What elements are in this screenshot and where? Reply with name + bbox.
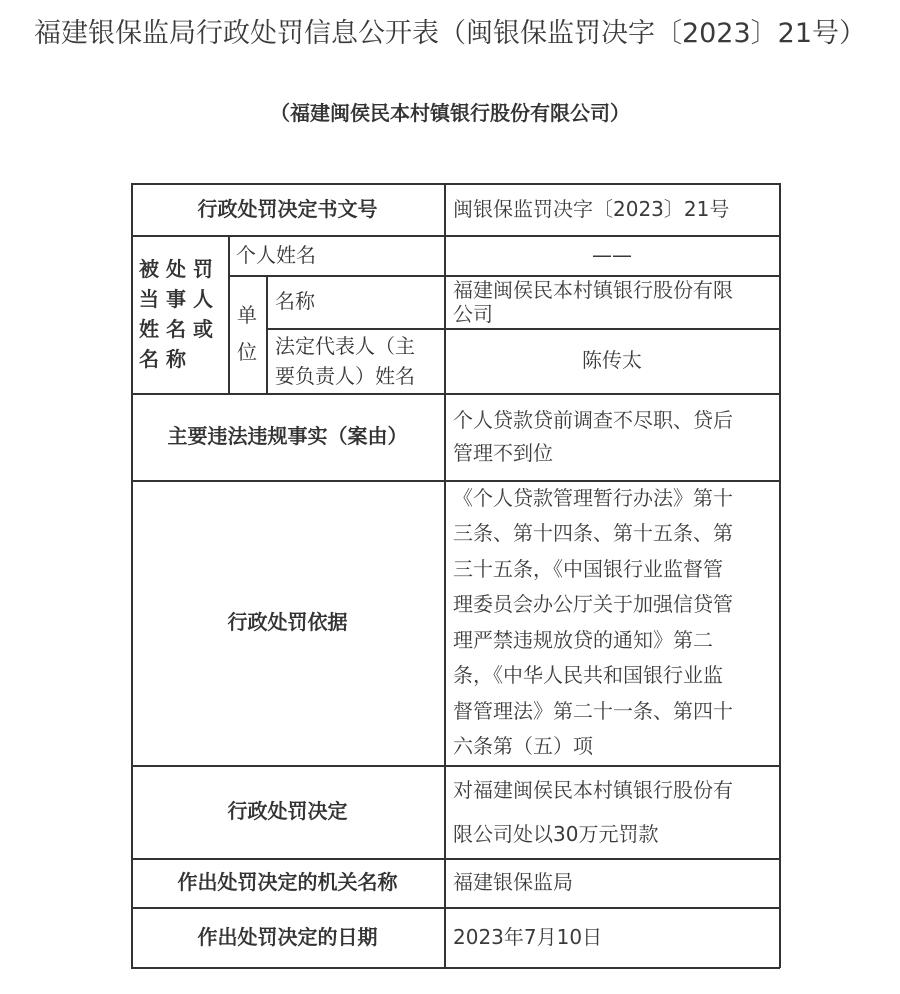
unit-name-value-text: [453, 278, 733, 326]
party-label-line: 姓名或: [139, 317, 220, 341]
individual-name-value-text: ——: [592, 242, 632, 267]
value-line: 督管理法》第二十一条、第四十: [453, 698, 733, 723]
value-line: 三十五条，《中国银行业监督管: [453, 556, 723, 581]
legal-rep-label: [266, 328, 444, 393]
individual-name-label-text: 个人姓名: [236, 242, 316, 267]
authority-value-text: 福建银保监局: [453, 870, 573, 894]
party-label-line: 被处罚: [139, 257, 220, 281]
value-line: 三条、第十四条、第十五条、第: [453, 521, 733, 545]
decision-label-text: 行政处罚决定: [227, 799, 348, 823]
value-line: 个人贷款贷前调查不尽职、贷后: [453, 407, 733, 432]
unit-name-label-text: 名称: [275, 289, 315, 313]
value-line: 理严禁违规放贷的通知》第二: [453, 627, 713, 652]
decision-value: [444, 765, 780, 858]
page-title: 福建银保监局行政处罚信息公开表（闽银保监罚决字〔2023〕21号）: [33, 18, 867, 49]
value-line: 福建闽侯民本村镇银行股份有限: [453, 277, 733, 302]
violation-value: [444, 393, 780, 480]
date-label: [131, 907, 444, 967]
table-border-bottom: [131, 967, 780, 969]
date-label-text: 作出处罚决定的日期: [197, 924, 378, 949]
value-line: 条，《中华人民共和国银行业监: [453, 663, 723, 687]
decision-value-text: [453, 768, 733, 856]
violation-value-text: [453, 404, 733, 470]
party-group-label: [131, 235, 228, 393]
date-value-text: 2023年7月10日: [453, 924, 603, 949]
violation-label: [131, 393, 444, 480]
decision-no-label: [131, 183, 444, 235]
basis-label-text: 行政处罚依据: [227, 610, 348, 634]
unit-label: [228, 275, 266, 393]
value-line: 理委员会办公厅关于加强信贷管: [453, 592, 733, 616]
unit-label-char: 单: [237, 303, 257, 327]
authority-value: [444, 858, 780, 907]
unit-label-char: 位: [237, 340, 257, 364]
value-line: 限公司处以30万元罚款: [453, 821, 659, 846]
date-value: [444, 907, 780, 967]
basis-value: [444, 480, 780, 765]
party-group-label-text: [139, 254, 220, 374]
unit-name-label: [266, 275, 444, 328]
value-line: 管理不到位: [453, 440, 553, 465]
page-subtitle: （福建闽侯民本村镇银行股份有限公司）: [270, 101, 630, 125]
value-line: 公司: [453, 301, 493, 326]
unit-label-text: [236, 297, 258, 371]
decision-no-value: [444, 183, 780, 235]
value-line: 六条第（五）项: [453, 734, 593, 758]
decision-no-value-text: 闽银保监罚决字〔2023〕21号: [453, 196, 730, 221]
label-line: 法定代表人（主: [275, 333, 415, 358]
individual-name-label: [228, 235, 444, 275]
authority-label: [131, 858, 444, 907]
basis-value-text: [453, 481, 733, 765]
decision-label: [131, 765, 444, 858]
individual-name-value: [444, 235, 780, 275]
party-label-line: 当事人: [139, 287, 220, 311]
violation-label-text: 主要违法违规事实（案由）: [167, 424, 408, 448]
decision-no-label-text: 行政处罚决定书文号: [197, 196, 378, 221]
party-label-line: 名称: [139, 347, 193, 371]
legal-rep-value: [444, 328, 780, 393]
authority-label-text: 作出处罚决定的机关名称: [177, 870, 398, 894]
penalty-info-table: [131, 183, 780, 968]
label-line: 要负责人）姓名: [275, 363, 415, 388]
value-line: 对福建闽侯民本村镇银行股份有: [453, 777, 733, 802]
legal-rep-label-text: [275, 331, 415, 391]
legal-rep-value-text: 陈传太: [582, 348, 642, 372]
value-line: 《个人贷款管理暂行办法》第十: [453, 485, 733, 510]
basis-label: [131, 480, 444, 765]
unit-name-value: [444, 275, 780, 328]
